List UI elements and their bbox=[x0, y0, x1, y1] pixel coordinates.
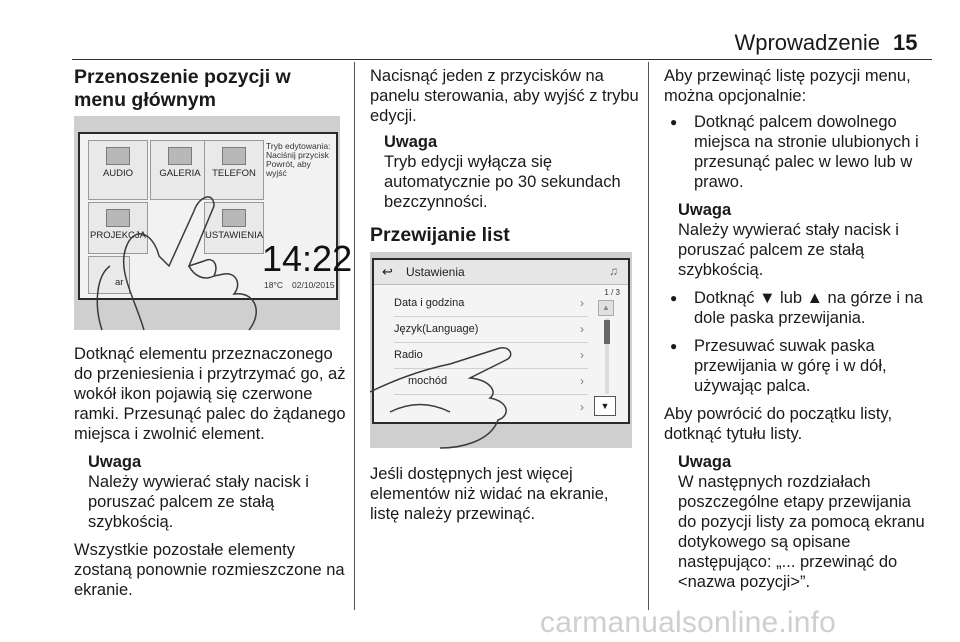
note-text: Należy wywierać stały nacisk i poruszać palcem ze stałą szybkością. bbox=[88, 473, 309, 531]
tile-label: PROJEKCJA bbox=[90, 230, 146, 241]
watermark: carmanualsonline.info bbox=[540, 606, 837, 639]
page-number: 15 bbox=[893, 30, 918, 55]
chevron-right-icon: › bbox=[580, 400, 584, 414]
chevron-right-icon: › bbox=[580, 296, 584, 310]
bullet-list-2 bbox=[664, 288, 932, 396]
screenshot-settings-list bbox=[370, 252, 632, 448]
back-icon: ↩ bbox=[382, 264, 393, 279]
chevron-right-icon: › bbox=[580, 322, 584, 336]
tile-label: ar bbox=[115, 277, 124, 288]
note-text: W następnych rozdziałach poszczególne etapy przewijania do pozycji listy za pomocą ekranu dotykowego są opisane następująco: „... przewinąć do <nazwa pozycji>”. bbox=[678, 473, 925, 591]
column-divider-2 bbox=[648, 62, 649, 610]
column-3 bbox=[664, 66, 932, 592]
note-title: Uwaga bbox=[88, 453, 142, 471]
tile-label: USTAWIENIA bbox=[205, 230, 264, 241]
heading-scroll-lists: Przewijanie list bbox=[370, 224, 510, 246]
list-item-label: Radio bbox=[394, 349, 423, 361]
paragraph-move: Dotknąć elementu przeznaczonego do przeniesienia i przytrzymać go, aż wokół ikon pojawią się czerwone ramki. Przesunąć palec do żądanego miejsca i zwolnić element. bbox=[74, 345, 346, 443]
paragraph-more-items: Jeśli dostępnych jest więcej elementów niż widać na ekranie, listę należy przewinąć. bbox=[370, 465, 609, 523]
column-2 bbox=[370, 66, 640, 247]
note-box-1 bbox=[74, 452, 346, 532]
tile-label: AUDIO bbox=[102, 168, 134, 179]
page-header bbox=[0, 0, 960, 60]
edit-mode-hint: Tryb edytowania: Naciśnij przycisk Powrót, aby wyjść bbox=[266, 141, 331, 178]
list-item-label: Język(Language) bbox=[394, 323, 479, 335]
note-box-2 bbox=[370, 132, 640, 212]
paragraph-scroll-intro: Aby przewinąć listę pozycji menu, można opcjonalnie: bbox=[664, 67, 911, 105]
note-title: Uwaga bbox=[678, 201, 732, 219]
chevron-right-icon: › bbox=[580, 374, 584, 388]
list-item-label: mochód bbox=[408, 375, 448, 387]
list-item: ● Dotknąć palcem dowolnego miejsca na stronie ulubionych i przesunąć palec w lewo lub w prawo. bbox=[670, 112, 932, 192]
temperature: 18°C bbox=[264, 280, 283, 290]
note-title: Uwaga bbox=[384, 133, 438, 151]
screenshot-home-edit bbox=[74, 116, 353, 330]
section-title: Wprowadzenie bbox=[734, 30, 880, 55]
list-title: Ustawienia bbox=[406, 265, 465, 279]
paragraph-exit-edit: Nacisnąć jeden z przycisków na panelu sterowania, aby wyjść z trybu edycji. bbox=[370, 67, 639, 125]
column-2-body bbox=[370, 464, 640, 524]
tile-label: TELEFON bbox=[212, 168, 256, 179]
up-arrow-icon: ▲ bbox=[602, 303, 610, 312]
list-item: ● Dotknąć ▼ lub ▲ na górze i na dole paska przewijania. bbox=[670, 288, 932, 328]
heading-move-items: Przenoszenie pozycji w menu głównym bbox=[74, 66, 291, 111]
note-box-4 bbox=[664, 452, 932, 592]
date: 02/10/2015 bbox=[292, 280, 335, 290]
down-arrow-icon: ▼ bbox=[600, 401, 610, 411]
note-text: Tryb edycji wyłącza się automatycznie po 30 sekundach bezczynności. bbox=[384, 153, 621, 211]
note-text: Należy wywierać stały nacisk i poruszać palcem ze stałą szybkością. bbox=[678, 221, 899, 279]
paragraph-return-top: Aby powrócić do początku listy, dotknąć tytułu listy. bbox=[664, 405, 893, 443]
note-title: Uwaga bbox=[678, 453, 732, 471]
column-1-body bbox=[74, 344, 346, 600]
chevron-right-icon: › bbox=[580, 348, 584, 362]
note-box-3 bbox=[664, 200, 932, 280]
tile-label: GALERIA bbox=[159, 168, 201, 179]
hand-drawing bbox=[74, 116, 340, 330]
page-indicator: 1 / 3 bbox=[604, 288, 620, 297]
column-divider-1 bbox=[354, 62, 355, 610]
column-1 bbox=[74, 66, 346, 112]
header-rule bbox=[72, 59, 932, 60]
music-icon: ♫ bbox=[609, 264, 618, 278]
list-item: ● Przesuwać suwak paska przewijania w górę i w dół, używając palca. bbox=[670, 336, 932, 396]
paragraph-rearrange: Wszystkie pozostałe elementy zostaną ponownie rozmieszczone na ekranie. bbox=[74, 541, 345, 599]
clock: 14:22 bbox=[262, 238, 353, 279]
bullet-list-1 bbox=[664, 112, 932, 192]
hand-drawing bbox=[370, 252, 632, 448]
list-item-label: Data i godzina bbox=[394, 297, 465, 309]
